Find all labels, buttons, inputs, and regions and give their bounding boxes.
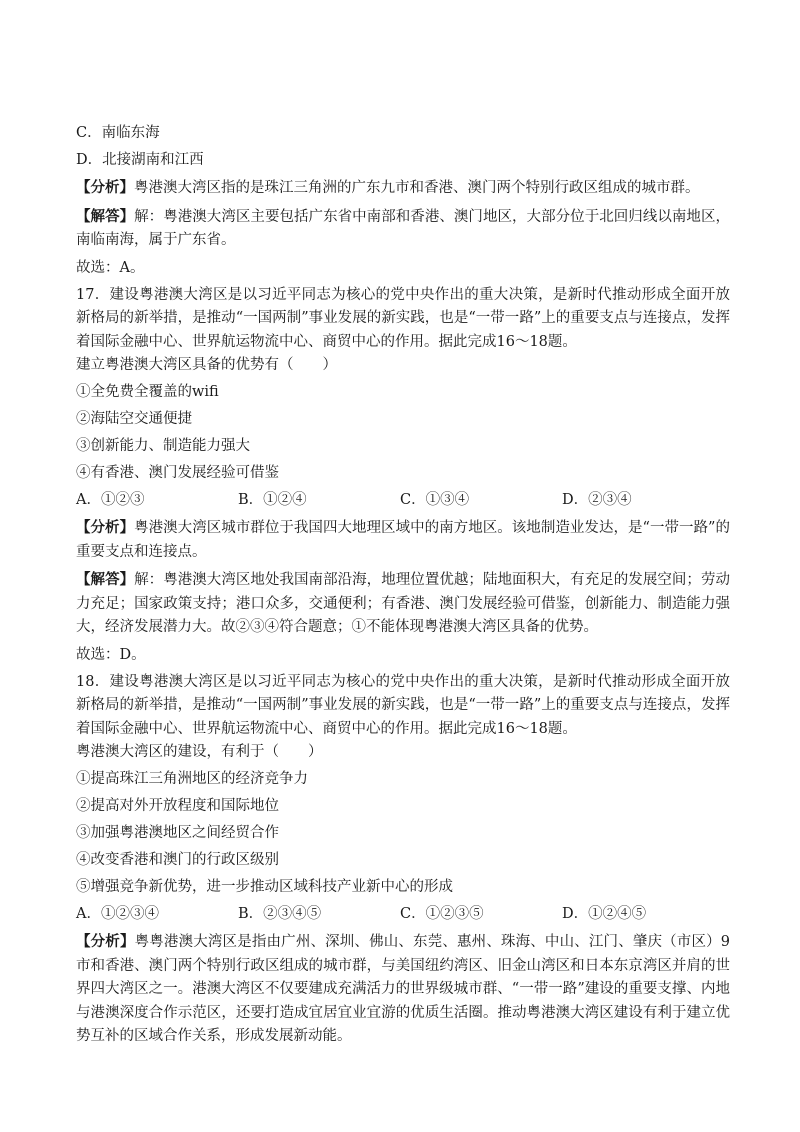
q17-item: ①全免费全覆盖的wifi <box>76 384 219 400</box>
q18-question: 粤港澳大湾区的建设，有利于（ ） <box>76 744 323 760</box>
q17-option-d: D．②③④ <box>562 492 632 508</box>
q18-option-c: C．①②③⑤ <box>400 906 484 922</box>
q17-analysis-text: 粤港澳大湾区城市群位于我国四大地理区域中的南方地区。该地制造业发达，是“一带一路”的重要支点和连接点。 <box>76 520 730 560</box>
q17-solution-text: 解：粤港澳大湾区地处我国南部沿海，地理位置优越；陆地面积大，有充足的发展空间；劳动力充足；国家政策支持；港口众多，交通便利；有香港、澳门发展经验可借鉴，创新能力、制造能力强大，经济发展潜力大。故②③④符合题意；①不能体现粤港澳大湾区具备的优势。 <box>76 572 731 635</box>
q17-stem: 17．建设粤港澳大湾区是以习近平同志为核心的党中央作出的重大决策，是新时代推动形成全面开放新格局的新举措，是推动“一国两制”事业发展的新实践，也是“一带一路”上的重要支点与连接点，发挥着国际金融中心、世界航运物流中心、商贸中心的作用。据此完成16～18题。 <box>76 286 730 350</box>
q17-question: 建立粤港澳大湾区具备的优势有（ ） <box>76 357 337 373</box>
q17-solution <box>76 568 730 640</box>
q17-item: ④有香港、澳门发展经验可借鉴 <box>76 465 279 481</box>
q16-analysis-text: 粤港澳大湾区指的是珠江三角洲的广东九市和香港、澳门两个特别行政区组成的城市群。 <box>134 180 700 196</box>
q18-options <box>76 903 730 930</box>
q18-item: ②提高对外开放程度和国际地位 <box>76 798 279 814</box>
q17-option-b: B．①②④ <box>238 492 307 508</box>
q16-option-d: D．北接湖南和江西 <box>76 152 204 168</box>
q16-answer: 故选：A。 <box>76 259 145 276</box>
q18-analysis-text: 粤粤港澳大湾区是指由广州、深圳、佛山、东莞、惠州、珠海、中山、江门、肇庆（市区）9市和香港、澳门两个特别行政区组成的城市群，与美国纽约湾区、旧金山湾区和日本东京湾区并肩的世界四大湾区之一。港澳大湾区不仅要建成充满活力的世界级城市群、“一带一路”建设的重要支撑、内地与港澳深度合作示范区，还要打造成宜居宜业宜游的优质生活圈。推动粤港澳大湾区建设有利于建立优势互补的区域合作关系，形成发展新动能。 <box>76 934 730 1044</box>
document-page <box>76 122 730 1049</box>
q18-item: ①提高珠江三角洲地区的经济竞争力 <box>76 771 308 787</box>
q17-item: ③创新能力、制造能力强大 <box>76 438 250 454</box>
q18-item: ③加强粤港澳地区之间经贸合作 <box>76 825 279 841</box>
q17-answer: 故选：D。 <box>76 646 146 663</box>
q16-option-c: C．南临东海 <box>76 125 160 141</box>
q18-item: ④改变香港和澳门的行政区级别 <box>76 852 279 868</box>
q18-stem: 18．建设粤港澳大湾区是以习近平同志为核心的党中央作出的重大决策，是新时代推动形成全面开放新格局的新举措，是推动“一国两制”事业发展的新实践，也是“一带一路”上的重要支点与连接点，发挥着国际金融中心、世界航运物流中心、商贸中心的作用。据此完成16～18题。 <box>76 673 730 737</box>
q17-options <box>76 489 730 516</box>
analysis-tag: 【分析】 <box>76 179 134 196</box>
solution-tag: 【解答】 <box>76 571 135 588</box>
analysis-tag: 【分析】 <box>76 933 135 950</box>
q18-option-b: B．②③④⑤ <box>238 906 322 922</box>
q18-item: ⑤增强竞争新优势，进一步推动区域科技产业新中心的形成 <box>76 879 453 895</box>
q16-solution <box>76 205 730 253</box>
q17-analysis <box>76 516 730 564</box>
solution-tag: 【解答】 <box>76 207 135 225</box>
q18-option-d: D．①②④⑤ <box>562 906 647 922</box>
q18-option-a: A．①②③④ <box>76 906 159 922</box>
q16-analysis <box>76 176 730 201</box>
q16-solution-text: 解：粤港澳大湾区主要包括广东省中南部和香港、澳门地区，大部分位于北回归线以南地区，南临南海，属于广东省。 <box>76 208 731 248</box>
analysis-tag: 【分析】 <box>76 519 135 536</box>
q17-item: ②海陆空交通便捷 <box>76 411 192 427</box>
q17-option-c: C．①③④ <box>400 492 470 508</box>
q17-option-a: A．①②③ <box>76 492 145 508</box>
q18-analysis <box>76 930 730 1049</box>
